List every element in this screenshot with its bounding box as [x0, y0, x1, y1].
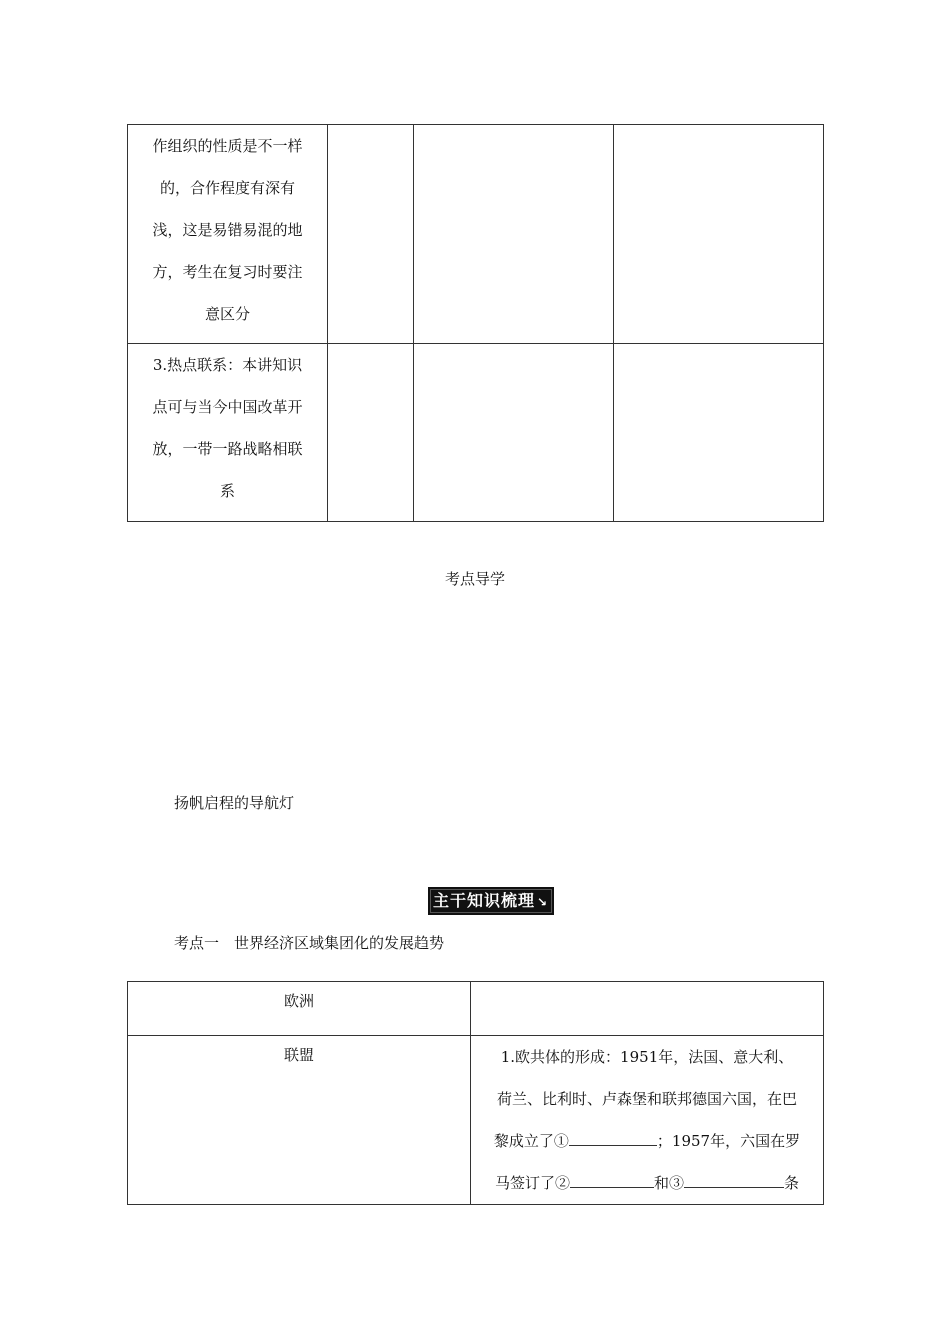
fill-blank-2[interactable] [570, 1171, 654, 1188]
subheading: 扬帆启程的导航灯 [174, 794, 295, 812]
text-segment: 马签订了② [494, 1174, 570, 1192]
table-row [128, 125, 824, 344]
row-label: 联盟 [128, 1036, 471, 1205]
cell-line: 放，一带一路战略相联 [152, 440, 303, 458]
cell-line: 的，合作程度有深有 [159, 179, 295, 197]
table-cell [614, 344, 824, 522]
table-cell [414, 344, 614, 522]
table-cell [328, 344, 414, 522]
corner-arrow-icon: ↘ [537, 895, 549, 909]
text-segment: 条 [784, 1174, 800, 1192]
knowledge-table [127, 981, 824, 1205]
table-cell [414, 125, 614, 344]
table-cell [128, 344, 328, 522]
cell-line: 浅，这是易错易混的地 [152, 221, 303, 239]
table-cell [471, 982, 824, 1036]
section-banner [428, 887, 554, 915]
cell-line: 3.热点联系：本讲知识 [152, 356, 303, 374]
content-line: 1.欧共体的形成：1951年，法国、意大利、 [500, 1048, 794, 1066]
fill-blank-1[interactable] [569, 1129, 657, 1146]
cell-line: 意区分 [204, 305, 250, 323]
banner-label: 主干知识梳理 [433, 891, 536, 910]
cell-line: 点可与当今中国改革开 [152, 398, 303, 416]
top-table [127, 124, 824, 522]
text-segment: 和③ [653, 1174, 684, 1192]
row-label: 欧洲 [128, 982, 471, 1036]
fill-blank-3[interactable] [684, 1171, 784, 1188]
text-segment: ；1957年，六国在罗 [656, 1132, 801, 1150]
cell-line: 方，考生在复习时要注 [152, 263, 303, 281]
table-cell [328, 125, 414, 344]
cell-line: 系 [219, 482, 235, 500]
table-cell [614, 125, 824, 344]
text-segment: 黎成立了① [493, 1132, 569, 1150]
content-line: 荷兰、比利时、卢森堡和联邦德国六国，在巴 [496, 1090, 797, 1108]
table-row [128, 344, 824, 522]
section-title: 考点一 世界经济区域集团化的发展趋势 [174, 934, 445, 952]
cell-line: 作组织的性质是不一样 [152, 137, 303, 155]
table-row [128, 982, 824, 1036]
table-cell [471, 1036, 824, 1205]
content-line [477, 1120, 817, 1162]
table-cell [128, 125, 328, 344]
page-heading: 考点导学 [444, 570, 505, 588]
content-line [477, 1162, 817, 1204]
table-row [128, 1036, 824, 1205]
